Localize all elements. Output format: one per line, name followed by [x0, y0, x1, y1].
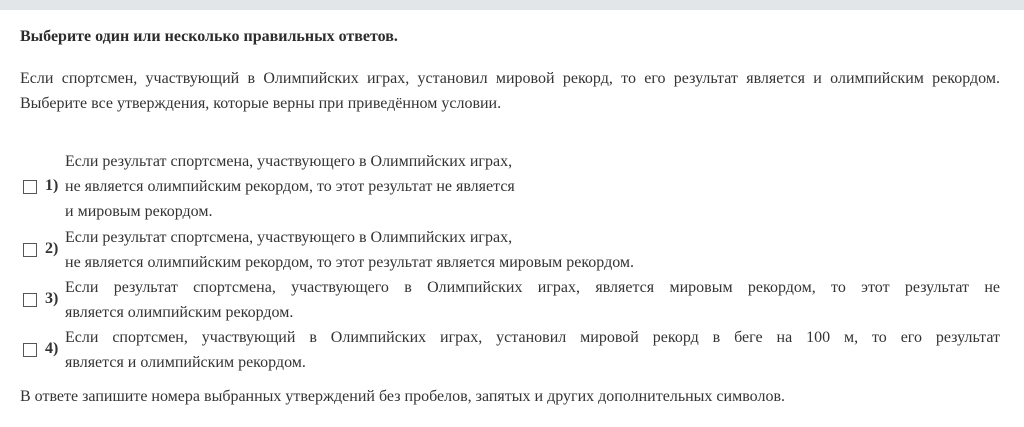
answer-option-4: [20, 325, 1000, 375]
option-2-checkbox[interactable]: [23, 243, 37, 257]
option-1-line-2: не является олимпийским рекордом, то этот результат не является: [65, 178, 515, 195]
top-strip: [0, 0, 1024, 10]
option-4-number: 4): [45, 340, 59, 357]
option-4-line-1: Если спортсмен, участвующий в Олимпийских играх, установил мировой рекорд в беге на 100 м, то его результат: [65, 329, 1000, 346]
task-instruction: Выберите один или несколько правильных ответов.: [20, 28, 398, 45]
option-1-line-3: и мировым рекордом.: [65, 203, 213, 220]
option-3-line-1: Если результат спортсмена, участвующего в Олимпийских играх, является мировым рекордом, то этот результат не: [65, 279, 1000, 296]
task-premise: Если спортсмен, участвующий в Олимпийских играх, установил мировой рекорд, то его результат является и олимпийским рекордом. Выберите все утверждения, которые верны при приведённом условии.: [20, 70, 1000, 112]
option-4-checkbox[interactable]: [23, 343, 37, 357]
option-3-checkbox[interactable]: [23, 293, 37, 307]
option-3-number: 3): [45, 290, 59, 307]
option-1-line-1: Если результат спортсмена, участвующего в Олимпийских играх,: [65, 153, 513, 170]
answer-option-2: [20, 225, 1000, 275]
answer-option-1: [20, 148, 1000, 223]
option-2-line-2: не является олимпийским рекордом, то этот результат является мировым рекордом.: [65, 254, 635, 271]
option-3-line-2: является олимпийским рекордом.: [65, 304, 294, 321]
answer-instruction: В ответе запишите номера выбранных утверждений без пробелов, запятых и других дополнительных символов.: [20, 388, 785, 405]
option-2-line-1: Если результат спортсмена, участвующего в Олимпийских играх,: [65, 229, 513, 246]
option-1-number: 1): [45, 177, 59, 194]
option-1-checkbox[interactable]: [23, 180, 37, 194]
option-4-line-2: является и олимпийским рекордом.: [65, 354, 306, 371]
answer-option-3: [20, 275, 1000, 325]
option-2-number: 2): [45, 240, 59, 257]
